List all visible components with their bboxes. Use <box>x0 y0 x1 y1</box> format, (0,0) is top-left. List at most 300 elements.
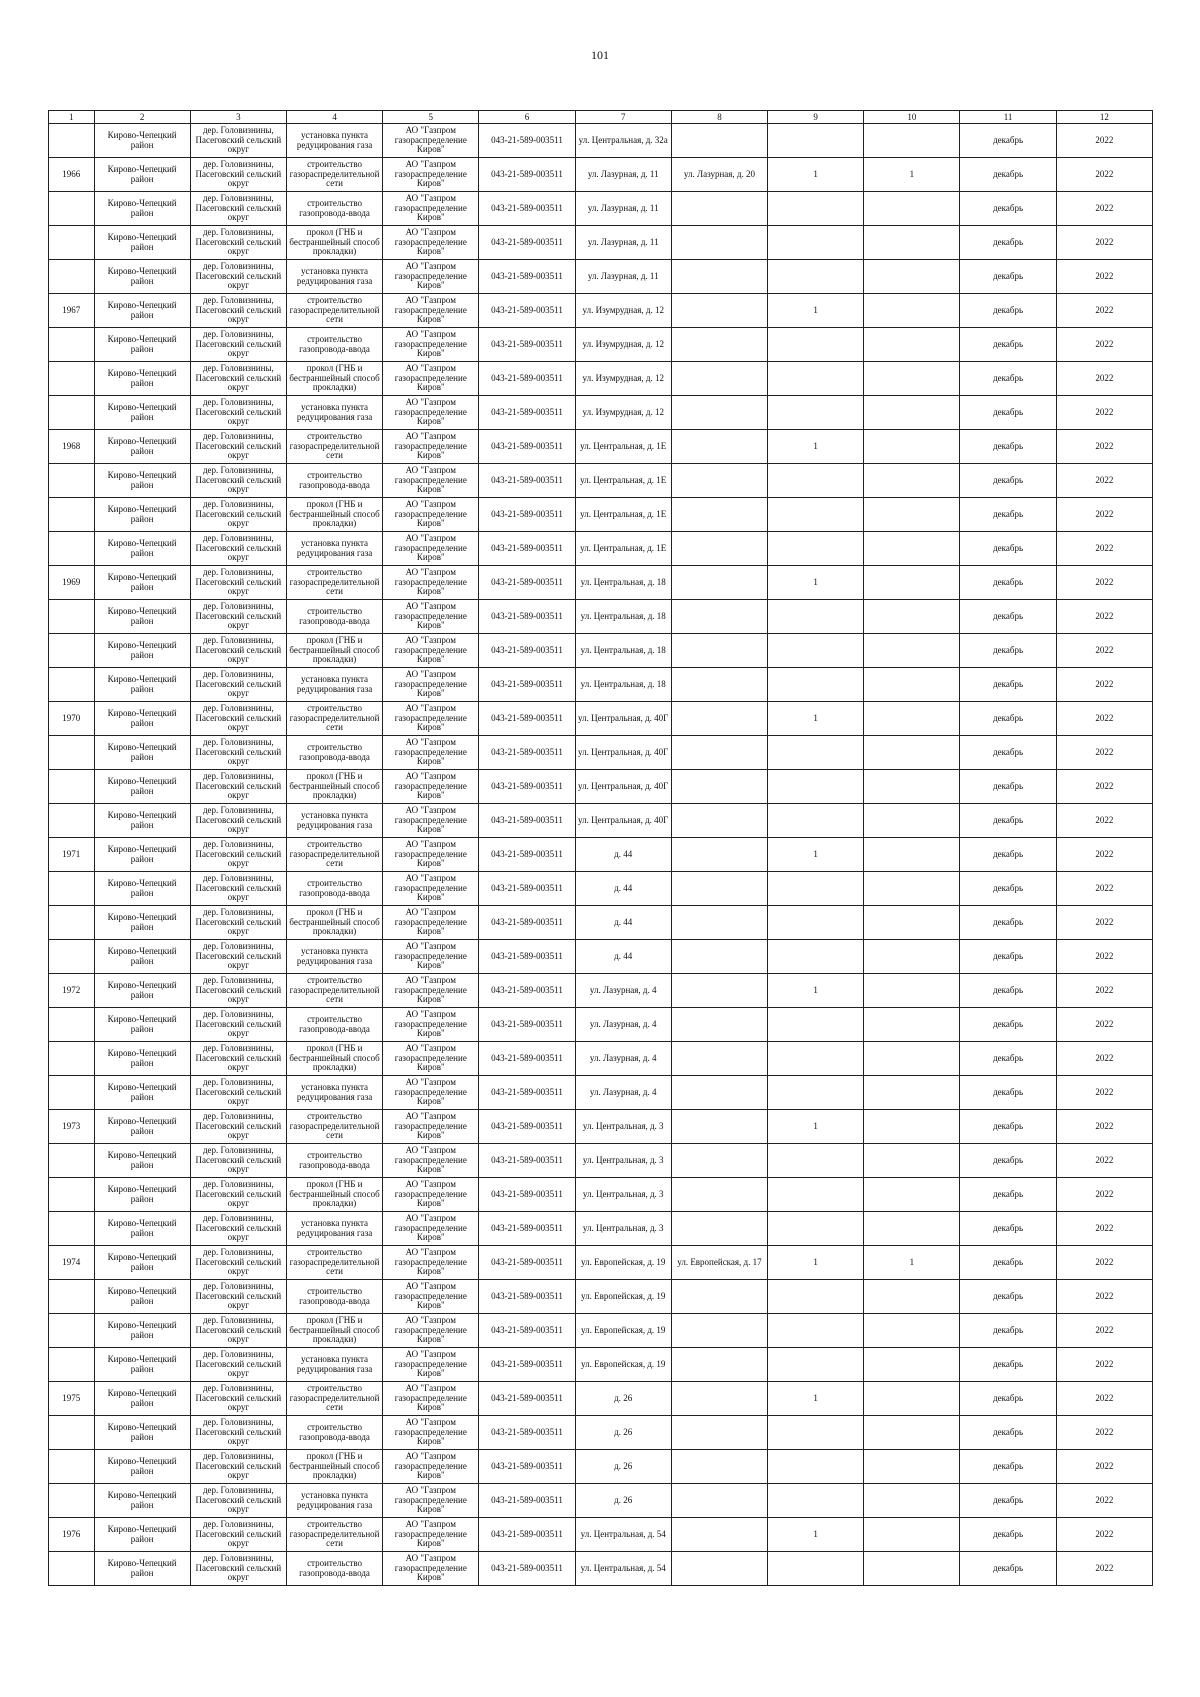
cell-count-9 <box>768 668 864 702</box>
cell-number-text: 1971 <box>62 849 81 859</box>
cell-address <box>575 1212 671 1246</box>
cell-district <box>94 1008 190 1042</box>
cell-number <box>49 872 95 906</box>
cell-work-type-text: строительство газораспределительной сети <box>289 568 380 597</box>
cell-district <box>94 940 190 974</box>
cell-number <box>49 1518 95 1552</box>
cell-count-9 <box>768 260 864 294</box>
cell-locality <box>190 1416 286 1450</box>
cell-address-text: ул. Изумрудная, д. 12 <box>582 407 664 417</box>
cell-district-text: Кирово-Чепецкий район <box>107 505 177 524</box>
cell-count-9 <box>768 1518 864 1552</box>
cell-month <box>960 1008 1056 1042</box>
cell-work-type-text: строительство газопровода-ввода <box>299 743 370 762</box>
cell-locality <box>190 226 286 260</box>
cell-year-text: 2022 <box>1095 781 1114 791</box>
cell-count-10 <box>864 1042 960 1076</box>
cell-address-text: ул. Изумрудная, д. 12 <box>582 373 664 383</box>
cell-locality <box>190 192 286 226</box>
cell-district <box>94 634 190 668</box>
cell-organization <box>383 634 479 668</box>
cell-code-text: 043-21-589-003511 <box>491 475 563 485</box>
cell-organization-text: АО "Газпром газораспределение Киров" <box>394 1112 467 1141</box>
cell-count-10 <box>864 1450 960 1484</box>
cell-code-text: 043-21-589-003511 <box>491 951 563 961</box>
cell-number <box>49 668 95 702</box>
cell-address-2 <box>671 1518 767 1552</box>
cell-locality-text: дер. Головизнины, Пасеговский сельский округ <box>195 1282 282 1311</box>
cell-year <box>1056 1076 1152 1110</box>
cell-year <box>1056 328 1152 362</box>
cell-district-text: Кирово-Чепецкий район <box>107 369 177 388</box>
cell-organization <box>383 260 479 294</box>
cell-count-10 <box>864 668 960 702</box>
cell-district <box>94 736 190 770</box>
cell-work-type-text: прокол (ГНБ и бестраншейный способ прокладки) <box>289 1316 380 1345</box>
cell-address <box>575 1280 671 1314</box>
cell-organization <box>383 804 479 838</box>
table-row <box>49 1178 1153 1212</box>
table-row <box>49 1008 1153 1042</box>
cell-locality-text: дер. Головизнины, Пасеговский сельский округ <box>195 772 282 801</box>
cell-district <box>94 396 190 430</box>
cell-district-text: Кирово-Чепецкий район <box>107 913 177 932</box>
cell-count-10 <box>864 736 960 770</box>
cell-organization <box>383 1076 479 1110</box>
cell-code <box>479 1552 575 1586</box>
cell-count-10 <box>864 260 960 294</box>
cell-address-text: ул. Лазурная, д. 11 <box>587 237 659 247</box>
cell-locality <box>190 1008 286 1042</box>
cell-year-text: 2022 <box>1095 1495 1114 1505</box>
cell-count-9 <box>768 1144 864 1178</box>
cell-locality <box>190 566 286 600</box>
cell-code-text: 043-21-589-003511 <box>491 611 563 621</box>
cell-year-text: 2022 <box>1095 1325 1114 1335</box>
cell-address-text: д. 26 <box>614 1495 633 1505</box>
cell-number <box>49 362 95 396</box>
table-row <box>49 192 1153 226</box>
cell-month-text: декабрь <box>993 1359 1024 1369</box>
cell-address <box>575 1110 671 1144</box>
cell-address-text: ул. Центральная, д. 32а <box>578 135 668 145</box>
cell-work-type <box>286 464 382 498</box>
cell-address <box>575 430 671 464</box>
cell-month <box>960 1246 1056 1280</box>
cell-locality-text: дер. Головизнины, Пасеговский сельский округ <box>195 1214 282 1243</box>
cell-district <box>94 498 190 532</box>
cell-locality <box>190 1518 286 1552</box>
cell-work-type <box>286 328 382 362</box>
cell-work-type <box>286 226 382 260</box>
cell-work-type-text: строительство газораспределительной сети <box>289 1520 380 1549</box>
cell-year-text: 2022 <box>1095 747 1114 757</box>
cell-address-2 <box>671 1076 767 1110</box>
cell-count-10 <box>864 396 960 430</box>
cell-count-9 <box>768 1280 864 1314</box>
cell-address-2 <box>671 532 767 566</box>
cell-month <box>960 1314 1056 1348</box>
cell-count-9 <box>768 736 864 770</box>
cell-organization <box>383 1246 479 1280</box>
cell-count-10 <box>864 430 960 464</box>
cell-count-10 <box>864 838 960 872</box>
cell-organization-text: АО "Газпром газораспределение Киров" <box>394 840 467 869</box>
cell-organization-text: АО "Газпром газораспределение Киров" <box>394 1384 467 1413</box>
cell-locality-text: дер. Головизнины, Пасеговский сельский округ <box>195 806 282 835</box>
cell-year <box>1056 1110 1152 1144</box>
cell-address-2 <box>671 396 767 430</box>
cell-address <box>575 600 671 634</box>
cell-district-text: Кирово-Чепецкий район <box>107 1185 177 1204</box>
page-number: 101 <box>591 48 609 62</box>
cell-address <box>575 226 671 260</box>
cell-work-type <box>286 124 382 158</box>
cell-count-9 <box>768 838 864 872</box>
cell-month-text: декабрь <box>993 1257 1024 1267</box>
cell-work-type <box>286 940 382 974</box>
cell-address-text: ул. Европейская, д. 19 <box>581 1325 666 1335</box>
cell-year <box>1056 736 1152 770</box>
cell-district-text: Кирово-Чепецкий район <box>107 471 177 490</box>
cell-month <box>960 1382 1056 1416</box>
cell-work-type <box>286 1042 382 1076</box>
cell-work-type-text: установка пункта редуцирования газа <box>296 1491 373 1510</box>
cell-month <box>960 668 1056 702</box>
cell-month <box>960 1416 1056 1450</box>
cell-count-9 <box>768 1246 864 1280</box>
cell-count-10 <box>864 498 960 532</box>
cell-locality-text: дер. Головизнины, Пасеговский сельский округ <box>195 364 282 393</box>
cell-count-9-text: 1 <box>813 1121 818 1131</box>
cell-month-text: декабрь <box>993 203 1024 213</box>
cell-work-type-text: строительство газопровода-ввода <box>299 471 370 490</box>
cell-year-text: 2022 <box>1095 1359 1114 1369</box>
cell-year-text: 2022 <box>1095 849 1114 859</box>
cell-year <box>1056 1518 1152 1552</box>
cell-organization-text: АО "Газпром газораспределение Киров" <box>394 806 467 835</box>
cell-district <box>94 702 190 736</box>
cell-year <box>1056 872 1152 906</box>
cell-locality <box>190 328 286 362</box>
cell-address-text: ул. Центральная, д. 3 <box>582 1189 664 1199</box>
cell-count-9 <box>768 1110 864 1144</box>
table-row <box>49 702 1153 736</box>
column-number-5: 5 <box>383 111 479 124</box>
cell-address-text: д. 44 <box>614 951 633 961</box>
cell-count-9 <box>768 702 864 736</box>
cell-organization-text: АО "Газпром газораспределение Киров" <box>394 636 467 665</box>
table-row <box>49 600 1153 634</box>
cell-code <box>479 872 575 906</box>
cell-address-text: ул. Лазурная, д. 11 <box>587 203 659 213</box>
cell-address <box>575 804 671 838</box>
cell-locality-text: дер. Головизнины, Пасеговский сельский округ <box>195 1350 282 1379</box>
cell-district <box>94 1110 190 1144</box>
cell-address-2 <box>671 872 767 906</box>
cell-address <box>575 1178 671 1212</box>
cell-month-text: декабрь <box>993 645 1024 655</box>
cell-work-type <box>286 872 382 906</box>
cell-address-text: ул. Центральная, д. 54 <box>580 1529 666 1539</box>
cell-address <box>575 1348 671 1382</box>
cell-month <box>960 634 1056 668</box>
cell-count-9 <box>768 124 864 158</box>
cell-count-9 <box>768 226 864 260</box>
cell-code <box>479 736 575 770</box>
cell-locality-text: дер. Головизнины, Пасеговский сельский округ <box>195 908 282 937</box>
cell-year-text: 2022 <box>1095 713 1114 723</box>
cell-month-text: декабрь <box>993 985 1024 995</box>
cell-organization <box>383 1484 479 1518</box>
cell-address-text: д. 44 <box>614 883 633 893</box>
cell-locality-text: дер. Головизнины, Пасеговский сельский округ <box>195 1180 282 1209</box>
cell-code <box>479 1076 575 1110</box>
cell-number-text: 1974 <box>62 1257 81 1267</box>
cell-organization <box>383 1042 479 1076</box>
cell-district-text: Кирово-Чепецкий район <box>107 709 177 728</box>
cell-address-2 <box>671 940 767 974</box>
cell-district <box>94 532 190 566</box>
cell-number <box>49 328 95 362</box>
cell-address <box>575 770 671 804</box>
cell-count-10 <box>864 1178 960 1212</box>
cell-district <box>94 974 190 1008</box>
cell-locality <box>190 668 286 702</box>
cell-count-10 <box>864 1280 960 1314</box>
cell-year <box>1056 1144 1152 1178</box>
cell-district-text: Кирово-Чепецкий район <box>107 1151 177 1170</box>
cell-address <box>575 1382 671 1416</box>
cell-number <box>49 974 95 1008</box>
cell-address-text: ул. Центральная, д. 18 <box>580 611 666 621</box>
cell-district-text: Кирово-Чепецкий район <box>107 641 177 660</box>
cell-organization-text: АО "Газпром газораспределение Киров" <box>394 534 467 563</box>
cell-district <box>94 1450 190 1484</box>
cell-code-text: 043-21-589-003511 <box>491 271 563 281</box>
cell-work-type-text: строительство газопровода-ввода <box>299 1559 370 1578</box>
cell-district <box>94 328 190 362</box>
cell-month <box>960 1076 1056 1110</box>
cell-month-text: декабрь <box>993 475 1024 485</box>
cell-organization <box>383 838 479 872</box>
cell-organization-text: АО "Газпром газораспределение Киров" <box>394 908 467 937</box>
cell-locality-text: дер. Головизнины, Пасеговский сельский округ <box>195 432 282 461</box>
cell-code-text: 043-21-589-003511 <box>491 883 563 893</box>
cell-year-text: 2022 <box>1095 373 1114 383</box>
cell-year <box>1056 158 1152 192</box>
cell-work-type <box>286 906 382 940</box>
cell-address-2 <box>671 1178 767 1212</box>
cell-locality <box>190 1246 286 1280</box>
cell-count-9-text: 1 <box>813 169 818 179</box>
table-row <box>49 464 1153 498</box>
cell-month-text: декабрь <box>993 747 1024 757</box>
cell-district-text: Кирово-Чепецкий район <box>107 301 177 320</box>
cell-month-text: декабрь <box>993 577 1024 587</box>
cell-count-10 <box>864 906 960 940</box>
cell-district-text: Кирово-Чепецкий район <box>107 1355 177 1374</box>
cell-organization <box>383 566 479 600</box>
cell-year <box>1056 1416 1152 1450</box>
cell-code-text: 043-21-589-003511 <box>491 203 563 213</box>
cell-count-10 <box>864 1246 960 1280</box>
cell-code-text: 043-21-589-003511 <box>491 1121 563 1131</box>
cell-address-2 <box>671 1552 767 1586</box>
cell-count-9 <box>768 294 864 328</box>
cell-locality-text: дер. Головизнины, Пасеговский сельский округ <box>195 194 282 223</box>
cell-locality-text: дер. Головизнины, Пасеговский сельский округ <box>195 466 282 495</box>
cell-organization <box>383 600 479 634</box>
table-row <box>49 1348 1153 1382</box>
cell-number <box>49 498 95 532</box>
cell-district-text: Кирово-Чепецкий район <box>107 573 177 592</box>
cell-address-text: ул. Центральная, д. 40Г <box>578 747 669 757</box>
cell-organization <box>383 1178 479 1212</box>
cell-month <box>960 1042 1056 1076</box>
cell-count-9 <box>768 1314 864 1348</box>
cell-district <box>94 668 190 702</box>
cell-code <box>479 838 575 872</box>
cell-count-10 <box>864 600 960 634</box>
cell-organization <box>383 532 479 566</box>
cell-month-text: декабрь <box>993 883 1024 893</box>
cell-month-text: декабрь <box>993 441 1024 451</box>
cell-locality <box>190 906 286 940</box>
cell-address-text: ул. Центральная, д. 54 <box>580 1563 666 1573</box>
cell-count-9 <box>768 328 864 362</box>
cell-count-9-text: 1 <box>813 1257 818 1267</box>
cell-year-text: 2022 <box>1095 1053 1114 1063</box>
column-number-7: 7 <box>575 111 671 124</box>
cell-address-2 <box>671 668 767 702</box>
cell-work-type-text: строительство газораспределительной сети <box>289 840 380 869</box>
cell-organization <box>383 668 479 702</box>
cell-work-type <box>286 634 382 668</box>
column-number-10: 10 <box>864 111 960 124</box>
cell-month-text: декабрь <box>993 509 1024 519</box>
cell-district <box>94 1212 190 1246</box>
cell-code-text: 043-21-589-003511 <box>491 1563 563 1573</box>
cell-year-text: 2022 <box>1095 1529 1114 1539</box>
cell-district-text: Кирово-Чепецкий район <box>107 1219 177 1238</box>
cell-work-type-text: прокол (ГНБ и бестраншейный способ прокладки) <box>289 364 380 393</box>
cell-count-10 <box>864 294 960 328</box>
cell-code <box>479 1484 575 1518</box>
cell-count-9 <box>768 872 864 906</box>
cell-month-text: декабрь <box>993 1019 1024 1029</box>
table-row <box>49 1314 1153 1348</box>
cell-organization-text: АО "Газпром газораспределение Киров" <box>394 874 467 903</box>
cell-month-text: декабрь <box>993 815 1024 825</box>
cell-year-text: 2022 <box>1095 407 1114 417</box>
cell-address-2 <box>671 464 767 498</box>
cell-address-text: д. 44 <box>614 917 633 927</box>
cell-year-text: 2022 <box>1095 1393 1114 1403</box>
cell-month-text: декабрь <box>993 1427 1024 1437</box>
table-row <box>49 1382 1153 1416</box>
cell-organization <box>383 1314 479 1348</box>
cell-month-text: декабрь <box>993 679 1024 689</box>
cell-locality-text: дер. Головизнины, Пасеговский сельский округ <box>195 1146 282 1175</box>
cell-address <box>575 532 671 566</box>
cell-number <box>49 124 95 158</box>
cell-organization-text: АО "Газпром газораспределение Киров" <box>394 228 467 257</box>
cell-count-9 <box>768 906 864 940</box>
cell-locality-text: дер. Головизнины, Пасеговский сельский округ <box>195 1078 282 1107</box>
cell-number <box>49 736 95 770</box>
cell-month-text: декабрь <box>993 339 1024 349</box>
cell-district-text: Кирово-Чепецкий район <box>107 1083 177 1102</box>
cell-work-type-text: установка пункта редуцирования газа <box>296 1083 373 1102</box>
cell-year <box>1056 226 1152 260</box>
cell-address-2 <box>671 1484 767 1518</box>
cell-year <box>1056 1484 1152 1518</box>
cell-address <box>575 1008 671 1042</box>
cell-count-10 <box>864 1314 960 1348</box>
registry-table <box>48 110 1153 1586</box>
cell-code-text: 043-21-589-003511 <box>491 747 563 757</box>
cell-work-type-text: прокол (ГНБ и бестраншейный способ прокладки) <box>289 636 380 665</box>
cell-number <box>49 1280 95 1314</box>
cell-count-9-text: 1 <box>813 577 818 587</box>
cell-number <box>49 634 95 668</box>
table-row <box>49 1144 1153 1178</box>
cell-year <box>1056 464 1152 498</box>
cell-district-text: Кирово-Чепецкий район <box>107 437 177 456</box>
cell-locality <box>190 1144 286 1178</box>
cell-organization-text: АО "Газпром газораспределение Киров" <box>394 1418 467 1447</box>
cell-count-10 <box>864 362 960 396</box>
cell-month-text: декабрь <box>993 1155 1024 1165</box>
cell-code-text: 043-21-589-003511 <box>491 1359 563 1369</box>
cell-address <box>575 668 671 702</box>
cell-district <box>94 1144 190 1178</box>
cell-locality <box>190 124 286 158</box>
cell-organization <box>383 770 479 804</box>
cell-work-type <box>286 362 382 396</box>
cell-code <box>479 906 575 940</box>
cell-number <box>49 1076 95 1110</box>
cell-address <box>575 328 671 362</box>
cell-address-2-text: ул. Лазурная, д. 20 <box>683 169 755 179</box>
cell-organization-text: АО "Газпром газораспределение Киров" <box>394 1146 467 1175</box>
cell-count-9 <box>768 1178 864 1212</box>
cell-district-text: Кирово-Чепецкий район <box>107 743 177 762</box>
cell-work-type-text: строительство газораспределительной сети <box>289 432 380 461</box>
cell-month-text: декабрь <box>993 543 1024 553</box>
table-row <box>49 1416 1153 1450</box>
cell-number-text: 1973 <box>62 1121 81 1131</box>
cell-work-type-text: прокол (ГНБ и бестраншейный способ прокладки) <box>289 1044 380 1073</box>
cell-address-2 <box>671 430 767 464</box>
cell-code-text: 043-21-589-003511 <box>491 1461 563 1471</box>
cell-work-type-text: строительство газораспределительной сети <box>289 160 380 189</box>
cell-year <box>1056 396 1152 430</box>
cell-district-text: Кирово-Чепецкий район <box>107 947 177 966</box>
cell-work-type-text: прокол (ГНБ и бестраншейный способ прокладки) <box>289 1452 380 1481</box>
cell-locality <box>190 1314 286 1348</box>
cell-work-type <box>286 396 382 430</box>
cell-year <box>1056 1042 1152 1076</box>
cell-year <box>1056 498 1152 532</box>
column-number-3: 3 <box>190 111 286 124</box>
cell-address-2 <box>671 1314 767 1348</box>
cell-number <box>49 192 95 226</box>
cell-address <box>575 1552 671 1586</box>
cell-address-text: ул. Европейская, д. 19 <box>581 1257 666 1267</box>
cell-address-text: ул. Центральная, д. 40Г <box>578 815 669 825</box>
